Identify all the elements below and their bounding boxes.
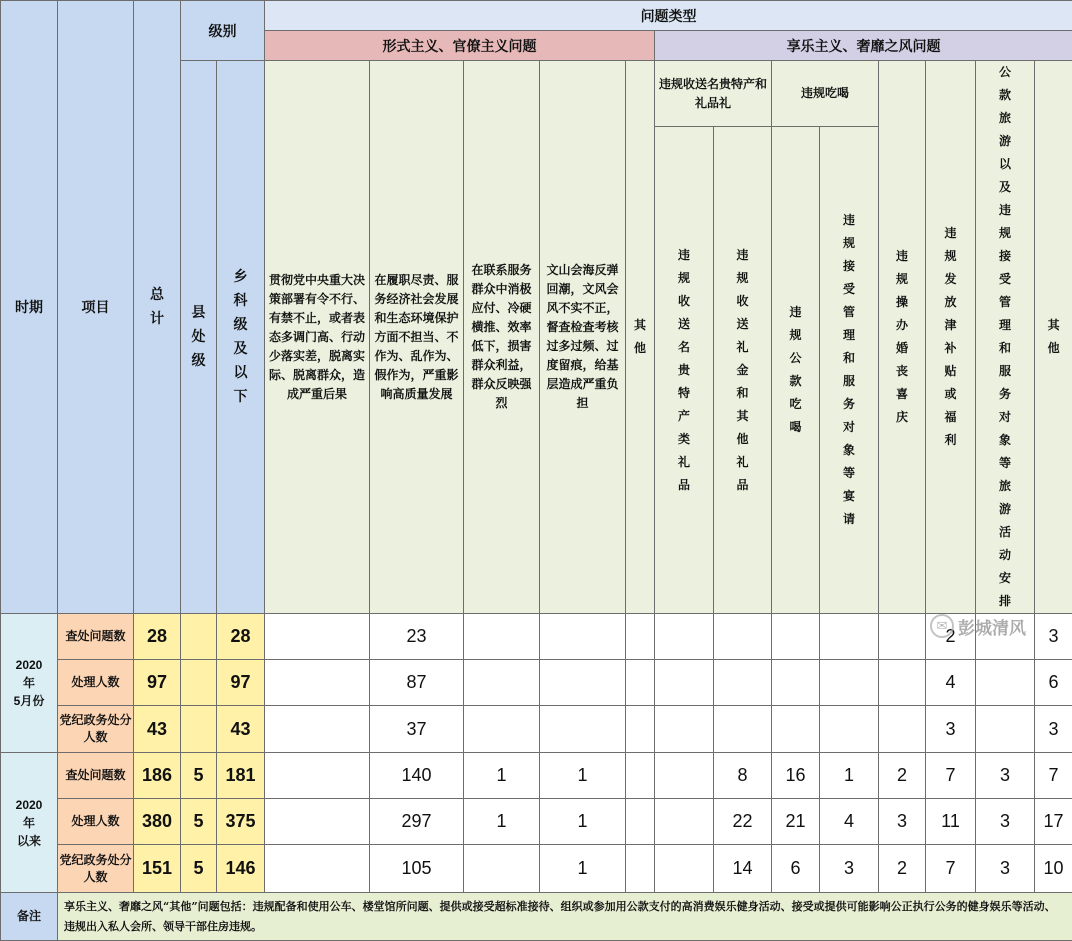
formalism-cell [626, 845, 655, 893]
header-hedonism-other: 其他 [1035, 61, 1072, 614]
period-label-part: 2020 [1, 656, 57, 674]
total-cell: 43 [134, 706, 181, 753]
row-label: 查处问题数 [58, 753, 134, 799]
table-row [1, 845, 1072, 893]
watermark [930, 612, 1070, 640]
note-label: 备注 [1, 893, 58, 941]
formalism-cell [464, 706, 540, 753]
county-cell [181, 706, 217, 753]
header-problem-type: 问题类型 [265, 1, 1072, 31]
hedonism-cell [655, 614, 714, 660]
hedonism-cell: 8 [714, 753, 772, 799]
hedonism-cell [820, 660, 879, 706]
formalism-cell: 23 [370, 614, 464, 660]
hedonism-cell: 3 [926, 706, 976, 753]
hedonism-cell: 14 [714, 845, 772, 893]
table-row [1, 614, 1072, 660]
table-row [1, 660, 1072, 706]
row-label: 查处问题数 [58, 614, 134, 660]
row-label: 处理人数 [58, 799, 134, 845]
formalism-cell [265, 614, 370, 660]
formalism-cell [265, 799, 370, 845]
hedonism-cell: 3 [976, 845, 1035, 893]
hedonism-cell [820, 706, 879, 753]
hedonism-cell: 3 [1035, 614, 1072, 660]
hedonism-cell: 6 [1035, 660, 1072, 706]
hedonism-cell [714, 660, 772, 706]
formalism-cell: 297 [370, 799, 464, 845]
period-label [1, 753, 58, 893]
row-label: 处理人数 [58, 660, 134, 706]
header-period: 时期 [1, 1, 58, 614]
period-label-part: 2020 [1, 796, 57, 814]
formalism-cell [265, 706, 370, 753]
total-cell: 186 [134, 753, 181, 799]
total-cell: 380 [134, 799, 181, 845]
note-text: 享乐主义、奢靡之风“其他”问题包括：违规配备和使用公车、楼堂馆所问题、提供或接受超标准接待、组织或参加用公款支付的高消费娱乐健身活动、接受或提供可能影响公正执行公务的健身娱乐等活动、违规出入私人会所、领导干部住房违规。 [58, 893, 1072, 941]
hedonism-cell [772, 660, 820, 706]
hedonism-cell [655, 660, 714, 706]
formalism-cell [626, 660, 655, 706]
formalism-cell [540, 614, 626, 660]
header-hedonism: 享乐主义、奢靡之风问题 [655, 31, 1072, 61]
total-cell: 28 [134, 614, 181, 660]
hedonism-cell [714, 706, 772, 753]
hedonism-cell [976, 706, 1035, 753]
header-hedonism-5: 违规操办婚丧喜庆 [879, 61, 926, 614]
header-total: 总计 [134, 1, 181, 614]
header-level: 级别 [181, 1, 265, 61]
formalism-cell: 140 [370, 753, 464, 799]
period-label-part: 年 [1, 674, 57, 692]
township-cell: 146 [217, 845, 265, 893]
county-cell: 5 [181, 753, 217, 799]
row-label: 党纪政务处分人数 [58, 706, 134, 753]
hedonism-cell: 17 [1035, 799, 1072, 845]
hedonism-cell: 3 [976, 799, 1035, 845]
formalism-cell [626, 706, 655, 753]
county-cell: 5 [181, 799, 217, 845]
hedonism-cell: 7 [926, 845, 976, 893]
watermark-text: 彭城清风 [958, 614, 1026, 639]
header-eating-group: 违规吃喝 [772, 61, 879, 127]
hedonism-cell: 3 [1035, 706, 1072, 753]
county-cell [181, 614, 217, 660]
formalism-cell [540, 706, 626, 753]
hedonism-cell: 6 [772, 845, 820, 893]
hedonism-cell [714, 614, 772, 660]
header-formalism-other: 其他 [626, 61, 655, 614]
table-row [1, 799, 1072, 845]
formalism-cell [464, 845, 540, 893]
formalism-cell: 37 [370, 706, 464, 753]
formalism-cell [626, 799, 655, 845]
formalism-cell [265, 845, 370, 893]
period-label-part: 5月份 [1, 692, 57, 710]
wechat-icon: ✉ [930, 614, 954, 638]
formalism-cell [265, 753, 370, 799]
hedonism-cell [655, 845, 714, 893]
county-cell: 5 [181, 845, 217, 893]
formalism-cell [626, 753, 655, 799]
formalism-cell [464, 614, 540, 660]
total-cell: 151 [134, 845, 181, 893]
header-gift-group: 违规收送名贵特产和礼品礼 [655, 61, 772, 127]
formalism-cell: 1 [464, 753, 540, 799]
county-cell [181, 660, 217, 706]
formalism-cell [265, 660, 370, 706]
hedonism-cell: 21 [772, 799, 820, 845]
header-hedonism-1: 违规收送名贵特产类礼品 [655, 127, 714, 614]
hedonism-cell [879, 660, 926, 706]
hedonism-cell [820, 614, 879, 660]
formalism-cell [626, 614, 655, 660]
hedonism-cell: 3 [820, 845, 879, 893]
hedonism-cell: 4 [820, 799, 879, 845]
header-formalism: 形式主义、官僚主义问题 [265, 31, 655, 61]
header-formalism-1: 贯彻党中央重大决策部署有令不行、有禁不止，或者表态多调门高、行动少落实差，脱离实际、脱离群众，造成严重后果 [265, 61, 370, 614]
table-body [1, 614, 1072, 893]
header-hedonism-4: 违规接受管理和服务对象等宴请 [820, 127, 879, 614]
hedonism-cell: 1 [820, 753, 879, 799]
hedonism-cell: 4 [926, 660, 976, 706]
hedonism-cell: 2 [926, 614, 976, 660]
formalism-cell: 87 [370, 660, 464, 706]
hedonism-cell [976, 660, 1035, 706]
row-label: 党纪政务处分人数 [58, 845, 134, 893]
table-row [1, 706, 1072, 753]
hedonism-cell [879, 706, 926, 753]
formalism-cell: 1 [540, 845, 626, 893]
formalism-cell [540, 660, 626, 706]
hedonism-cell: 3 [879, 799, 926, 845]
header-formalism-3: 在联系服务群众中消极应付、冷硬横推、效率低下，损害群众利益，群众反映强烈 [464, 61, 540, 614]
hedonism-cell [655, 753, 714, 799]
header-formalism-2: 在履职尽责、服务经济社会发展和生态环境保护方面不担当、不作为、乱作为、假作为，严重影响高质量发展 [370, 61, 464, 614]
formalism-cell: 1 [540, 799, 626, 845]
period-label-part: 年 [1, 814, 57, 832]
formalism-cell: 105 [370, 845, 464, 893]
hedonism-cell [879, 614, 926, 660]
hedonism-cell: 10 [1035, 845, 1072, 893]
township-cell: 181 [217, 753, 265, 799]
township-cell: 43 [217, 706, 265, 753]
hedonism-cell: 2 [879, 845, 926, 893]
formalism-cell: 1 [464, 799, 540, 845]
hedonism-cell [655, 706, 714, 753]
period-label-part: 以来 [1, 832, 57, 850]
formalism-cell [464, 660, 540, 706]
period-label [1, 614, 58, 753]
formalism-cell: 1 [540, 753, 626, 799]
table-row [1, 753, 1072, 799]
header-item: 项目 [58, 1, 134, 614]
header-hedonism-2: 违规收送礼金和其他礼品 [714, 127, 772, 614]
hedonism-cell: 11 [926, 799, 976, 845]
hedonism-cell [772, 706, 820, 753]
hedonism-cell: 16 [772, 753, 820, 799]
hedonism-cell [772, 614, 820, 660]
hedonism-cell: 7 [1035, 753, 1072, 799]
header-township-level: 乡科级及以下 [217, 61, 265, 614]
township-cell: 375 [217, 799, 265, 845]
hedonism-cell [655, 799, 714, 845]
header-hedonism-7: 公款旅游以及违规接受管理和服务对象等旅游活动安排 [976, 61, 1035, 614]
header-county-level: 县处级 [181, 61, 217, 614]
header-hedonism-6: 违规发放津补贴或福利 [926, 61, 976, 614]
hedonism-cell: 2 [879, 753, 926, 799]
township-cell: 97 [217, 660, 265, 706]
township-cell: 28 [217, 614, 265, 660]
total-cell: 97 [134, 660, 181, 706]
header-hedonism-3: 违规公款吃喝 [772, 127, 820, 614]
hedonism-cell: 22 [714, 799, 772, 845]
hedonism-cell: 3 [976, 753, 1035, 799]
header-formalism-4: 文山会海反弹回潮，文风会风不实不正，督查检查考核过多过频、过度留痕，给基层造成严重负担 [540, 61, 626, 614]
hedonism-cell: 7 [926, 753, 976, 799]
